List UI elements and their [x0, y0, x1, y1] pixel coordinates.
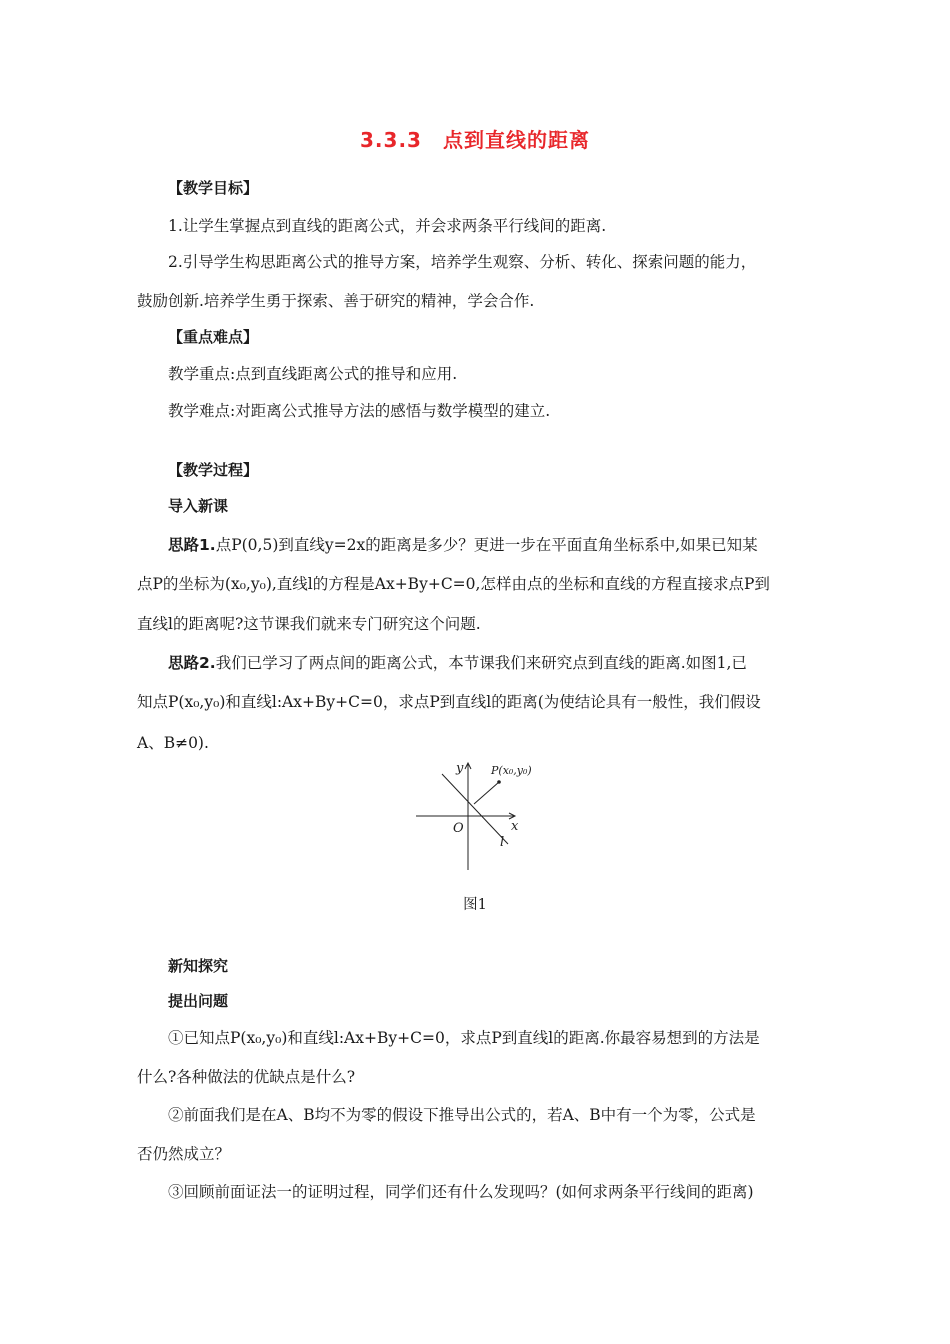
label-x: x [511, 819, 519, 834]
figure-1-diagram [410, 758, 540, 873]
line-l [442, 774, 508, 844]
figure-1-caption: 图1 [463, 897, 487, 913]
approach-2-text: 我们已学习了两点间的距离公式，本节课我们来研究点到直线的距离.如图1,已 [215, 654, 747, 672]
question-2-line-1: ②前面我们是在A、B均不为零的假设下推导出公式的，若A、B中有一个为零，公式是 [168, 1106, 756, 1124]
objective-1: 1.让学生掌握点到直线的距离公式，并会求两条平行线间的距离. [168, 217, 607, 235]
approach-1-line-2: 点P的坐标为(x₀,y₀),直线l的方程是Ax+By+C=0,怎样由点的坐标和直线的方程直接求点P到 [137, 575, 770, 593]
approach-2-label: 思路2. [168, 654, 216, 672]
approach-1-line-1 [168, 533, 758, 555]
subheading-questions: 提出问题 [168, 992, 229, 1010]
section-heading-key-points: 【重点难点】 [168, 328, 259, 346]
label-o: O [453, 821, 464, 836]
objective-2-line-1: 2.引导学生构思距离公式的推导方案，培养学生观察、分析、转化、探索问题的能力， [168, 253, 757, 271]
section-heading-objectives: 【教学目标】 [168, 179, 259, 197]
question-1-line-2: 什么?各种做法的优缺点是什么? [137, 1068, 356, 1086]
perpendicular-segment [474, 782, 499, 804]
subheading-new-knowledge: 新知探究 [168, 957, 229, 975]
label-p: P(x₀,y₀) [491, 764, 532, 777]
subheading-intro: 导入新课 [168, 497, 229, 515]
question-2-line-2: 否仍然成立？ [137, 1145, 231, 1163]
question-1-line-1: ①已知点P(x₀,y₀)和直线l:Ax+By+C=0，求点P到直线l的距离.你最容易想到的方法是 [168, 1029, 760, 1047]
approach-2-line-3: A、B≠0). [137, 734, 209, 752]
approach-1-text: 点P(0,5)到直线y=2x的距离是多少？更进一步在平面直角坐标系中,如果已知某 [215, 536, 758, 554]
page-title: 3.3.3 点到直线的距离 [360, 128, 590, 152]
label-l: l [500, 835, 505, 850]
section-heading-process: 【教学过程】 [168, 461, 259, 479]
objective-2-line-2: 鼓励创新.培养学生勇于探索、善于研究的精神，学会合作. [137, 292, 535, 310]
label-y: y [456, 761, 464, 776]
key-point: 教学重点:点到直线距离公式的推导和应用. [168, 365, 458, 383]
question-3: ③回顾前面证法一的证明过程，同学们还有什么发现吗？(如何求两条平行线间的距离) [168, 1183, 754, 1201]
approach-2-line-2: 知点P(x₀,y₀)和直线l:Ax+By+C=0，求点P到直线l的距离(为使结论具有一般性，我们假设 [137, 693, 761, 711]
approach-1-label: 思路1. [168, 536, 216, 554]
point-p [497, 780, 501, 784]
approach-2-line-1 [168, 651, 747, 673]
approach-1-line-3: 直线l的距离呢?这节课我们就来专门研究这个问题. [137, 615, 481, 633]
difficult-point: 教学难点:对距离公式推导方法的感悟与数学模型的建立. [168, 402, 551, 420]
